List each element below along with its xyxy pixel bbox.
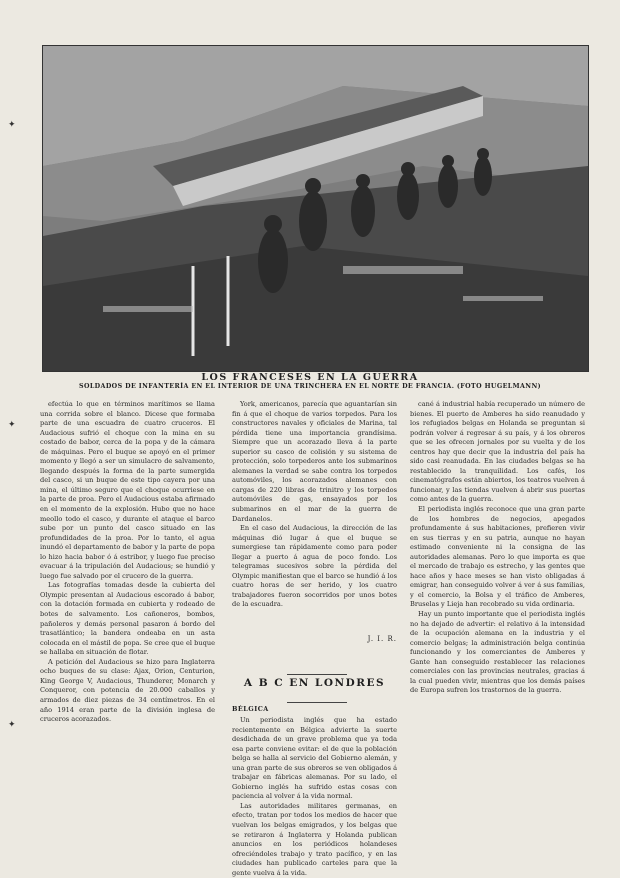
col2-bottom-text <box>232 716 397 878</box>
binding-mark: ✦ <box>8 120 16 130</box>
section-label: BÉLGICA <box>232 705 269 713</box>
photo-caption: SOLDADOS DE INFANTERÍA EN EL INTERIOR DE UNA TRINCHERA EN EL NORTE DE FRANCIA. (FOTO HUGELMANN) <box>79 383 541 390</box>
divider-rule <box>287 702 347 703</box>
author-signature: J. I. R. <box>367 635 397 643</box>
column-1 <box>40 400 215 830</box>
col3-paragraph: cané á industrial había recuperado un número de bienes. El puerto de Amberes ha sido reanudado y los refugiados belgas en Holanda se preguntan si podrán volver á regresar á su país, y á los obreros que se les ofrecen jornales por su vuelta y de los centros hay que decir que la industria del país ha sido casi reanudada. En las ciudades belgas se ha restablecido la tranquilidad. Los cafés, los cinematógrafos están abiertos, los teatros vuelven á funcionar, y las tiendas vuelven á abrir sus puertas como antes de la guerra. <box>410 400 585 504</box>
photo-title: LOS FRANCESES EN LA GUERRA <box>201 372 419 383</box>
col2-paragraph: En el caso del Audacious, la dirección de las máquinas dió lugar á que el buque se sumergiese tan rápidamente como para poder llegar a puerto á agua de poco fondo. Los telegramas sucesivos sobre la pérdida del Olympic manifiestan que el barco se hundió á los cuatro horas de ser herido, y los cuatro trabajadores fueron socorridos por unos botes de la escuadra. <box>232 524 397 609</box>
divider-rule <box>287 674 347 675</box>
col1-paragraph: efectúa lo que en términos marítimos se llama una corrida sobre el blanco. Dicese que formaba parte de una escuadra de cuatro cruceros. El Audacious sufrió el choque con la mina en su costado de babor, cerca de la popa y de la cámara de máquinas. Pero el buque se apoyó en el primer momento y llegó a ser un simulacro de salvamento, llegando después la forma de la parte sumergida del casco, si un buque de este tipo cayera por una mina, el último seguro que el choque ocurriese en la parte de proa. Pero el Audacious estaba afirmado en el momento de la explosión. Hubo que no hace meollo todo el casco, y durante el ataque el barco sube por un punto del casco situado en las profundidades de la proa. Por lo tanto, el agua inundó el departamento de babor y la parte de popa lo hizo hacia babor ó á estribor, y luego fue preciso evacuar á la tripulación del Audacious; se hundió y luego fue salvado por el crucero de la guerra. <box>40 400 215 580</box>
binding-mark: ✦ <box>8 720 16 730</box>
col3-paragraph: El periodista inglés reconoce que una gran parte de los hombres de negocios, apegados profundamente á sus habitaciones, prefieren vivir en sus tierras y en su patria, aunque no hayan estimado conveniente ni la consigna de las autoridades alemanas. Pero lo que importa es que el mercado de trabajo es estrecho, y las gentes que hace años y hace meses se han visto obligadas á emigrar, han conseguido volver á ver á sus familias, y el comercio, la Bolsa y el tráfico de Amberes, Bruselas y Lieja han recobrado su vida ordinaria. <box>410 505 585 609</box>
col2-top-text <box>232 400 397 610</box>
article-heading: A B C EN LONDRES <box>243 677 386 689</box>
col2-paragraph: York, americanos, parecía que aguantarían sin fin á que el choque de varios torpedos. Para los constructores navales y oficiales de Marina, tal pérdida tiene una importancia grandísima. Siempre que un acorazado lleva á la parte superior su casco de colisión y su sistema de protección, solo torpederos ante los submarinos alemanes la verdad se sabe contra los torpedos automóviles, los acorazados alemanes con cargas de 220 libras de trinitro y los torpedos automóviles de gas, ensayados por los submarinos en el mar de la guerra de Dardanelos. <box>232 400 397 523</box>
col3-paragraph: Hay un punto importante que el periodista inglés no ha dejado de advertir: el relativo á la intensidad de la ocupación alemana en la industria y el comercio belgas; la administración belga continúa funcionando y los comerciantes de Amberes y Gante han conseguido restablecer las relaciones comerciales con las provincias neutrales, gracias á la cual pueden vivir, mientras que los demás países de Europa sufren los trastornos de la guerra. <box>410 610 585 695</box>
binding-mark: ✦ <box>8 420 16 430</box>
column-3 <box>410 400 585 830</box>
war-photograph <box>42 45 589 372</box>
col2-paragraph: Las autoridades militares germanas, en efecto, tratan por todos los medios de hacer que vuelvan los belgas emigrados, y los belgas que se retiraron á Inglaterra y Holanda publican anuncios en los periódicos holandeses ofreciéndoles trabajo y trato pacífico, y en las ciudades han publicado carteles para que la gente vuelva á la vida. <box>232 801 397 877</box>
col2-paragraph: Un periodista inglés que ha estado recientemente en Bélgica advierte la suerte desdichada de un grave problema que ya toda esa parte conviene evitar: el de que la población belga se halla al servicio del Gobierno alemán, y una gran parte de sus obreros se ven obligados á trabajar en fábricas alemanas. Por su lado, el Gobierno inglés ha sufrido estas cosas con paciencia al volver á la vida normal. <box>232 716 397 801</box>
col1-paragraph: Las fotografías tomadas desde la cubierta del Olympic presentan al Audacious escorado á babor, con la dotación formada en cubierta y rodeado de botes de salvamento. Los cañoneros, bombos, pañoleros y demás personal pasaron á bordo del trasatlántico; la bandera ondeaba en un asta colocada en el mástil de popa. Se cree que el buque se hallaba en situación de flotar. <box>40 581 215 657</box>
trench-scene-image <box>43 46 588 371</box>
col1-paragraph: A petición del Audacious se hizo para Inglaterra ocho buques de su clase: Ajax, Orion, Centurion, King George V, Audacious, Thunderer, Monarch y Conqueror, con potencia de 20.000 caballos y armados de diez piezas de 34 centímetros. En el año 1914 eran parte de la división inglesa de cruceros acorazados. <box>40 657 215 724</box>
column-2 <box>232 400 397 877</box>
